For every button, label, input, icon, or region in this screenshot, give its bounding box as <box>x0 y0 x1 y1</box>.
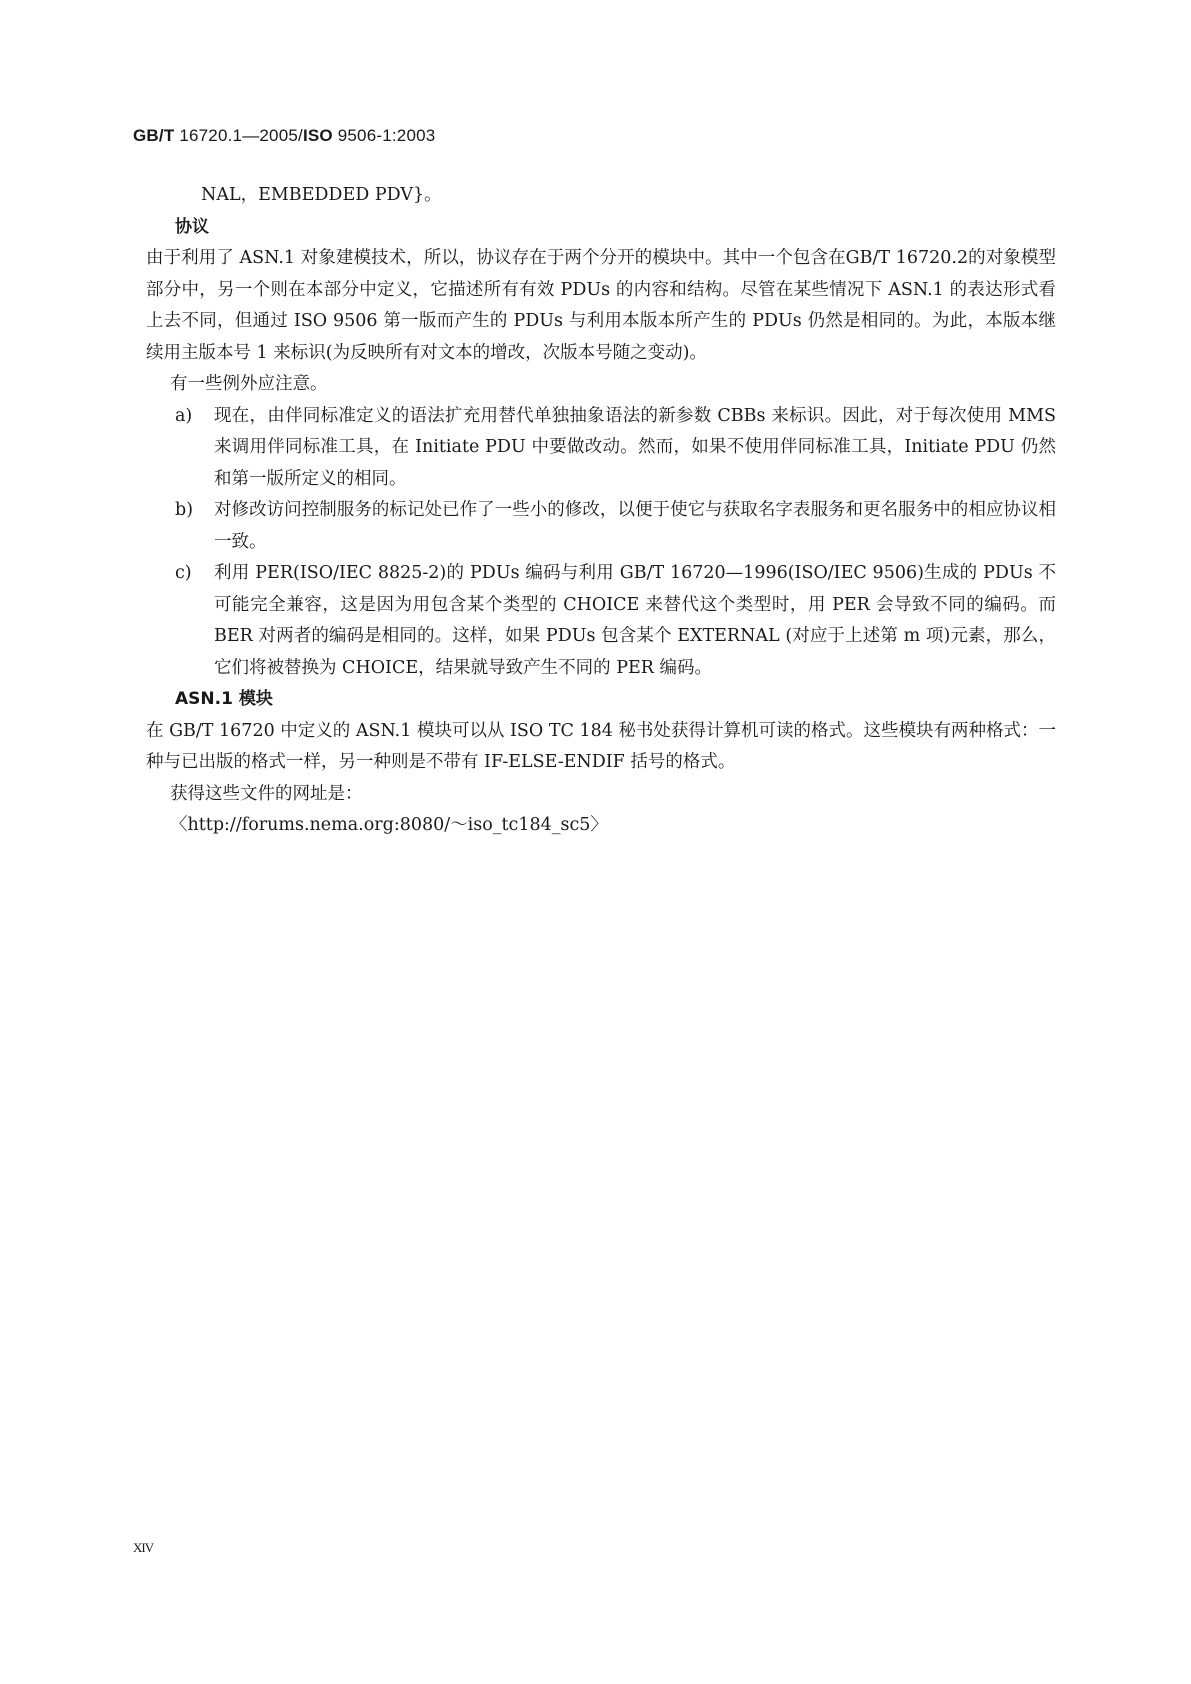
list-item <box>170 401 1056 496</box>
protocol-heading: 协议 <box>175 216 209 237</box>
list-item-text: 利用 PER(ISO/IEC 8825-2)的 PDUs 编码与利用 GB/T 16720—1996(ISO/IEC 9506)生成的 PDUs 不可能完全兼容，这是因为用包含某个类型的 CHOICE 来替代这个类型时，用 PER 会导致不同的编码。而 BER 对两者的编码是相同的。这样，如果 PDUs 包含某个 EXTERNAL (对应于上述第 m 项)元素，那么，它们将被替换为 CHOICE，结果就导致产生不同的 PER 编码。 <box>214 563 1056 678</box>
standard-number: 16720.1—2005/ <box>174 126 303 145</box>
asn1-module-paragraph: 在 GB/T 16720 中定义的 ASN.1 模块可以从 ISO TC 184 秘书处获得计算机可读的格式。这些模块有两种格式：一种与已出版的格式一样，另一种则是不带有 IF-ELSE-ENDIF 括号的格式。 <box>146 720 1056 772</box>
standard-prefix: GB/T <box>133 126 175 145</box>
download-url: 〈http://forums.nema.org:8080/～iso_tc184_sc5〉 <box>170 815 608 835</box>
iso-prefix: ISO <box>302 126 333 145</box>
list-item-label: a) <box>175 405 193 426</box>
iso-number: 9506-1:2003 <box>332 126 436 145</box>
url-intro: 获得这些文件的网址是： <box>170 783 363 804</box>
list-item-text: 对修改访问控制服务的标记处已作了一些小的修改，以便于使它与获取名字表服务和更名服务中的相应协议相一致。 <box>214 500 1056 552</box>
continuation-text: NAL，EMBEDDED PDV}。 <box>201 185 442 205</box>
exceptions-intro: 有一些例外应注意。 <box>170 374 328 394</box>
list-item-label: b) <box>175 500 194 520</box>
protocol-paragraph: 由于利用了 ASN.1 对象建模技术，所以，协议存在于两个分开的模块中。其中一个包含在GB/T 16720.2的对象模型部分中，另一个则在本部分中定义，它描述所有有效 PDUs 的内容和结构。尽管在某些情况下 ASN.1 的表达形式看上去不同，但通过 ISO 9506 第一版而产生的 PDUs 与利用本版本所产生的 PDUs 仍然是相同的。为此，本版本继续用主版本号 1 来标识(为反映所有对文本的增改，次版本号随之变动)。 <box>146 248 1056 363</box>
list-item <box>170 495 1056 558</box>
asn1-module-heading: ASN.1 模块 <box>175 689 273 709</box>
list-item-text: 现在，由伴同标准定义的语法扩充用替代单独抽象语法的新参数 CBBs 来标识。因此，对于每次使用 MMS 来调用伴同标准工具，在 Initiate PDU 中要做改动。然而，如果不使用伴同标准工具，Initiate PDU 仍然和第一版所定义的相同。 <box>214 405 1056 489</box>
page-number: XIV <box>133 1540 154 1555</box>
page-header <box>133 126 435 146</box>
list-item <box>170 558 1056 684</box>
list-item-label: c) <box>175 563 192 583</box>
page-content <box>146 180 1056 842</box>
